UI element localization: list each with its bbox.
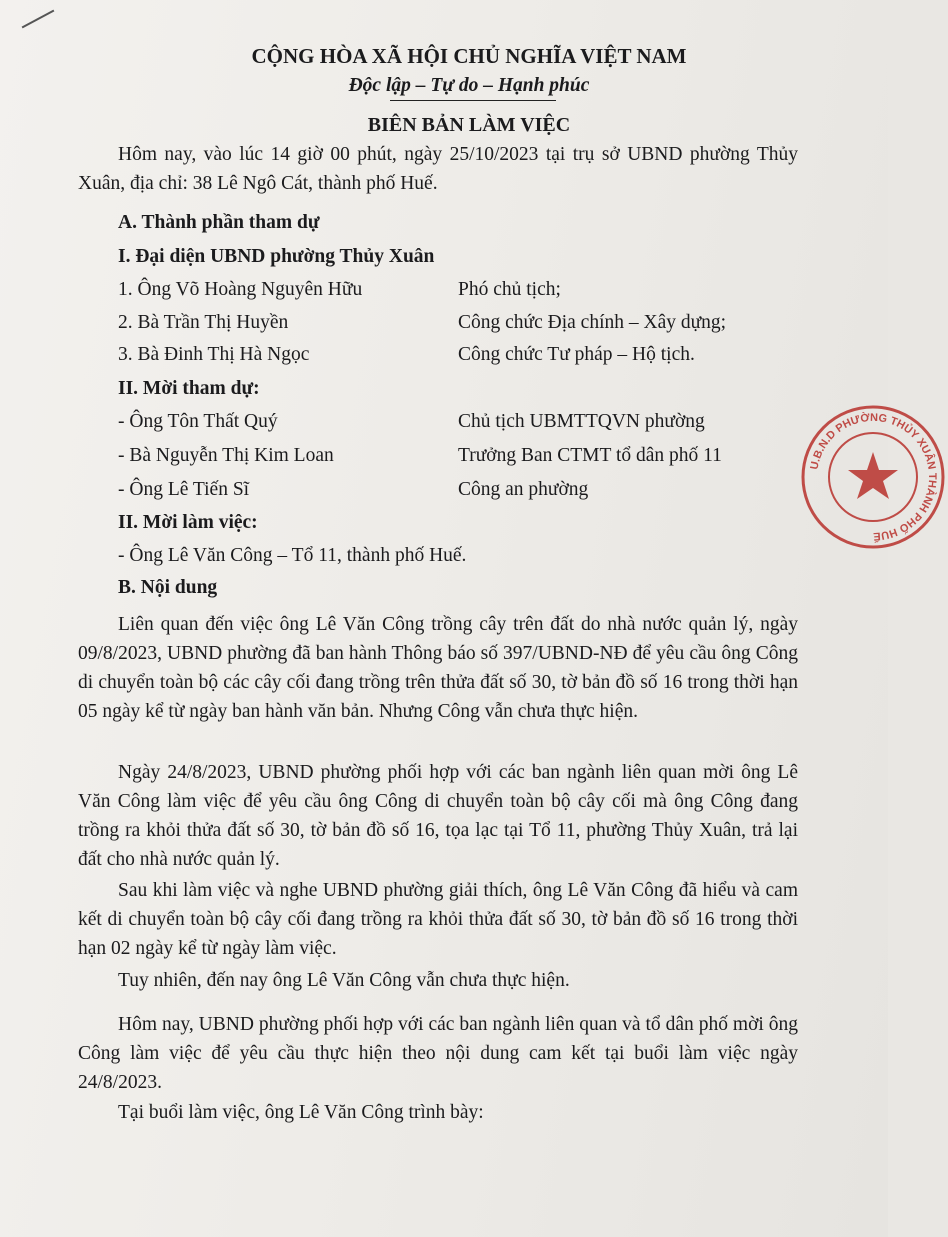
intro-paragraph: Hôm nay, vào lúc 14 giờ 00 phút, ngày 25/10/2023 tại trụ sở UBND phường Thủy Xuân, địa chỉ: 38 Lê Ngô Cát, thành phố Huế. (78, 144, 798, 194)
body-paragraph: Tuy nhiên, đến nay ông Lê Văn Công vẫn chưa thực hiện. (118, 970, 570, 991)
guest-name: - Bà Nguyễn Thị Kim Loan (118, 445, 334, 466)
guest-role: Trưởng Ban CTMT tổ dân phố 11 (458, 445, 722, 466)
body-paragraph: Tại buổi làm việc, ông Lê Văn Công trình bày: (118, 1102, 484, 1123)
group1-heading: I. Đại diện UBND phường Thủy Xuân (118, 246, 435, 267)
body-paragraph: Hôm nay, UBND phường phối hợp với các ban ngành liên quan và tổ dân phố mời ông Công làm việc để yêu cầu thực hiện theo nội dung cam kết tại buổi làm việc ngày 24/8/2023. (78, 1014, 798, 1093)
member-role: Công chức Tư pháp – Hộ tịch. (458, 344, 695, 365)
body-paragraph: Liên quan đến việc ông Lê Văn Công trồng cây trên đất do nhà nước quản lý, ngày 09/8/2023, UBND phường đã ban hành Thông báo số 397/UBND-NĐ để yêu cầu ông Công di chuyển toàn bộ các cây cối đang trồng trên thửa đất số 30, tờ bản đồ số 16 trong thời hạn 05 ngày kể từ ngày ban hành văn bản. Nhưng Công vẫn chưa thực hiện. (78, 614, 798, 722)
member-name: 2. Bà Trần Thị Huyền (118, 312, 289, 333)
member-role: Phó chủ tịch; (458, 279, 561, 300)
section-b-heading: B. Nội dung (118, 577, 218, 598)
worker-entry: - Ông Lê Văn Công – Tổ 11, thành phố Huế. (118, 545, 467, 566)
guest-role: Công an phường (458, 479, 589, 500)
member-name: 3. Bà Đinh Thị Hà Ngọc (118, 344, 310, 365)
group2-heading: II. Mời tham dự: (118, 378, 260, 399)
group3-heading: II. Mời làm việc: (118, 512, 258, 533)
guest-name: - Ông Tôn Thất Quý (118, 411, 278, 432)
body-paragraph: Ngày 24/8/2023, UBND phường phối hợp với các ban ngành liên quan mời ông Lê Văn Công làm việc để yêu cầu ông Công di chuyển toàn bộ cây cối mà ông Công đang trồng ra khỏi thửa đất số 30, tờ bản đồ số 16, tọa lạc tại Tổ 11, phường Thủy Xuân, trả lại đất cho nhà nước quản lý. (78, 762, 798, 870)
member-name: 1. Ông Võ Hoàng Nguyên Hữu (118, 279, 363, 300)
body-paragraph: Sau khi làm việc và nghe UBND phường giải thích, ông Lê Văn Công đã hiểu và cam kết di chuyển toàn bộ cây cối đang trồng ra khỏi thửa đất số 30, tờ bản đồ số 16 trong thời hạn 02 ngày kể từ ngày làm việc. (78, 880, 798, 959)
motto: Độc lập – Tự do – Hạnh phúc (348, 75, 590, 96)
guest-name: - Ông Lê Tiến Sĩ (118, 479, 250, 500)
document-title: BIÊN BẢN LÀM VIỆC (367, 114, 571, 136)
seal-star-icon (848, 452, 898, 499)
guest-role: Chủ tịch UBMTTQVN phường (458, 411, 705, 432)
official-seal (798, 402, 948, 552)
seal-text: U.B.N.D PHƯỜNG THỦY XUÂN THÀNH PHỐ HUẾ (808, 411, 939, 543)
pen-mark (22, 10, 55, 29)
motto-underline (390, 100, 556, 101)
country-name: CỘNG HÒA XÃ HỘI CHỦ NGHĨA VIỆT NAM (251, 44, 687, 68)
member-role: Công chức Địa chính – Xây dựng; (458, 312, 727, 333)
section-a-heading: A. Thành phần tham dự (118, 212, 320, 233)
